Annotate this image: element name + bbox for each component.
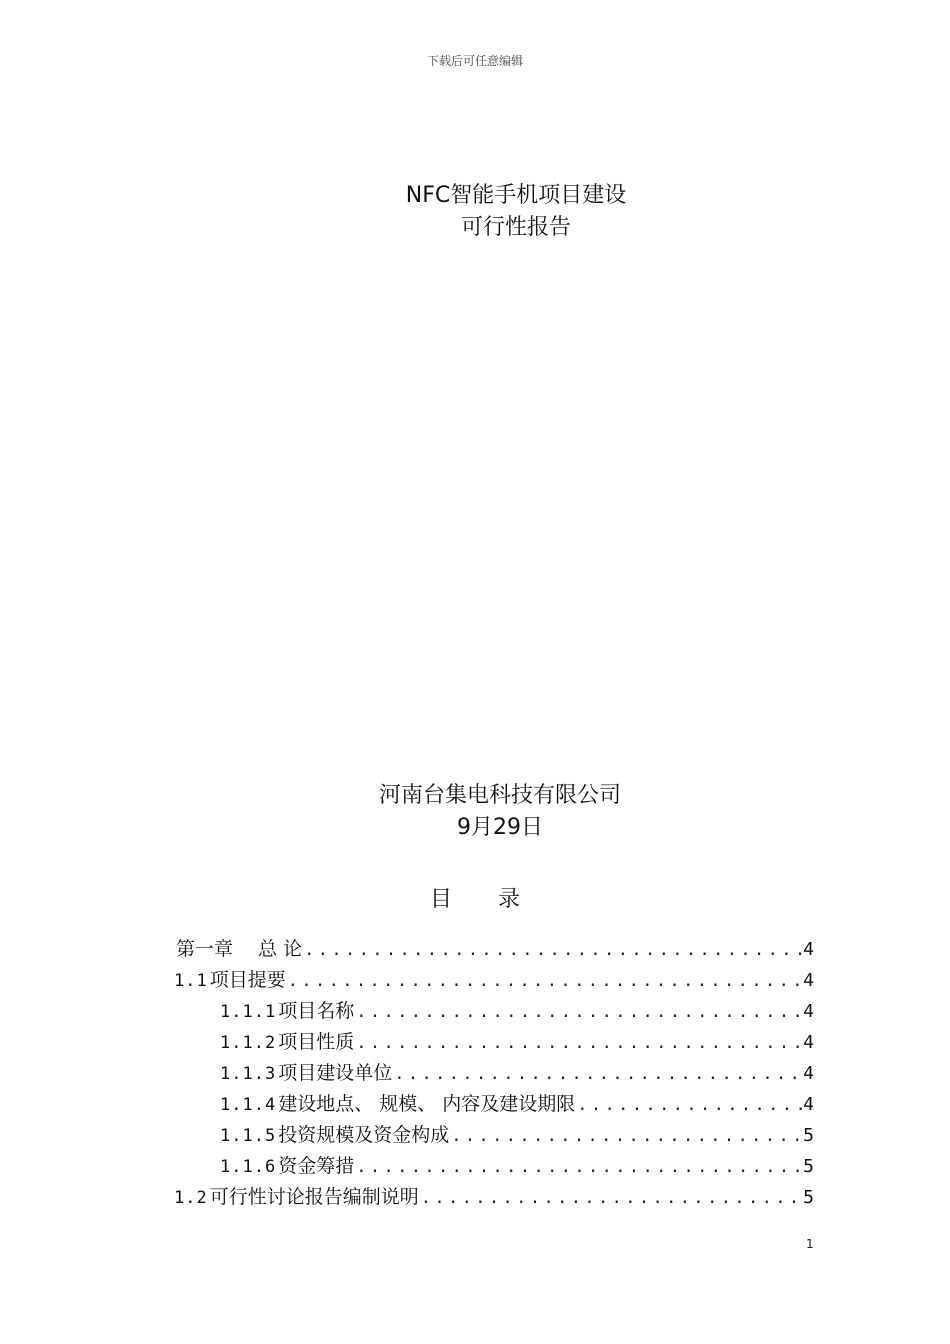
toc-entry-page: 4 xyxy=(803,1032,814,1053)
page-number: 1 xyxy=(806,1237,814,1251)
toc-entry-number: 1.1.5 xyxy=(220,1126,277,1146)
table-of-contents xyxy=(174,934,814,1213)
toc-entry[interactable] xyxy=(174,1027,814,1058)
toc-entry-number: 1.1 xyxy=(174,971,208,991)
toc-entry-page: 4 xyxy=(803,1001,814,1022)
toc-leader-dots xyxy=(449,1121,803,1152)
toc-entry[interactable] xyxy=(174,1182,814,1213)
toc-entry-page: 5 xyxy=(803,1125,814,1146)
toc-entry-page: 4 xyxy=(803,970,814,991)
toc-entry-label: 项目提要 xyxy=(209,969,286,991)
toc-entry-page: 5 xyxy=(803,1187,814,1208)
toc-entry-page: 4 xyxy=(803,1063,814,1084)
title-line-2: 可行性报告 xyxy=(460,215,571,240)
toc-entry-label: 第一章 总 论 xyxy=(176,938,303,960)
toc-leader-dots xyxy=(419,1183,803,1214)
toc-entry-label: 可行性讨论报告编制说明 xyxy=(209,1186,419,1208)
toc-entry[interactable] xyxy=(174,1120,814,1151)
document-title xyxy=(0,180,950,244)
company-name: 河南台集电科技有限公司 xyxy=(378,783,621,808)
toc-entry-label: 投资规模及资金构成 xyxy=(278,1124,450,1146)
toc-entry-number: 1.1.6 xyxy=(220,1157,277,1177)
toc-entry-number: 1.1.3 xyxy=(220,1064,277,1084)
toc-entry-label: 项目建设单位 xyxy=(278,1062,393,1084)
toc-leader-dots xyxy=(575,1090,803,1121)
document-date: 9月29日 xyxy=(457,815,543,840)
toc-entry[interactable] xyxy=(174,1151,814,1182)
toc-entry-label: 建设地点、 规模、 内容及建设期限 xyxy=(278,1093,576,1115)
company-block xyxy=(0,780,950,844)
toc-leader-dots xyxy=(302,935,803,966)
toc-entry-number: 1.1.1 xyxy=(220,1002,277,1022)
toc-entry-label: 资金筹措 xyxy=(278,1155,355,1177)
title-line-1: NFC智能手机项目建设 xyxy=(405,183,627,208)
toc-leader-dots xyxy=(354,1028,803,1059)
toc-heading-right: 录 xyxy=(498,887,521,912)
toc-heading xyxy=(430,883,530,917)
toc-entry[interactable] xyxy=(174,934,814,965)
toc-leader-dots xyxy=(286,966,803,997)
toc-entry-label: 项目性质 xyxy=(278,1031,355,1053)
toc-leader-dots xyxy=(354,997,803,1028)
toc-entry-number: 1.1.2 xyxy=(220,1033,277,1053)
toc-entry-label: 项目名称 xyxy=(278,1000,355,1022)
toc-entry[interactable] xyxy=(174,996,814,1027)
page-header: 下载后可任意编辑 xyxy=(426,54,523,68)
toc-entry-page: 4 xyxy=(803,939,814,960)
toc-entry[interactable] xyxy=(174,1089,814,1120)
toc-entry[interactable] xyxy=(174,965,814,996)
toc-heading-left: 目 xyxy=(430,887,453,912)
toc-entry-number: 1.2 xyxy=(174,1188,208,1208)
toc-entry-page: 4 xyxy=(803,1094,814,1115)
toc-leader-dots xyxy=(392,1059,803,1090)
toc-entry-page: 5 xyxy=(803,1156,814,1177)
toc-entry-number: 1.1.4 xyxy=(220,1095,277,1115)
toc-entry[interactable] xyxy=(174,1058,814,1089)
toc-leader-dots xyxy=(354,1152,803,1183)
